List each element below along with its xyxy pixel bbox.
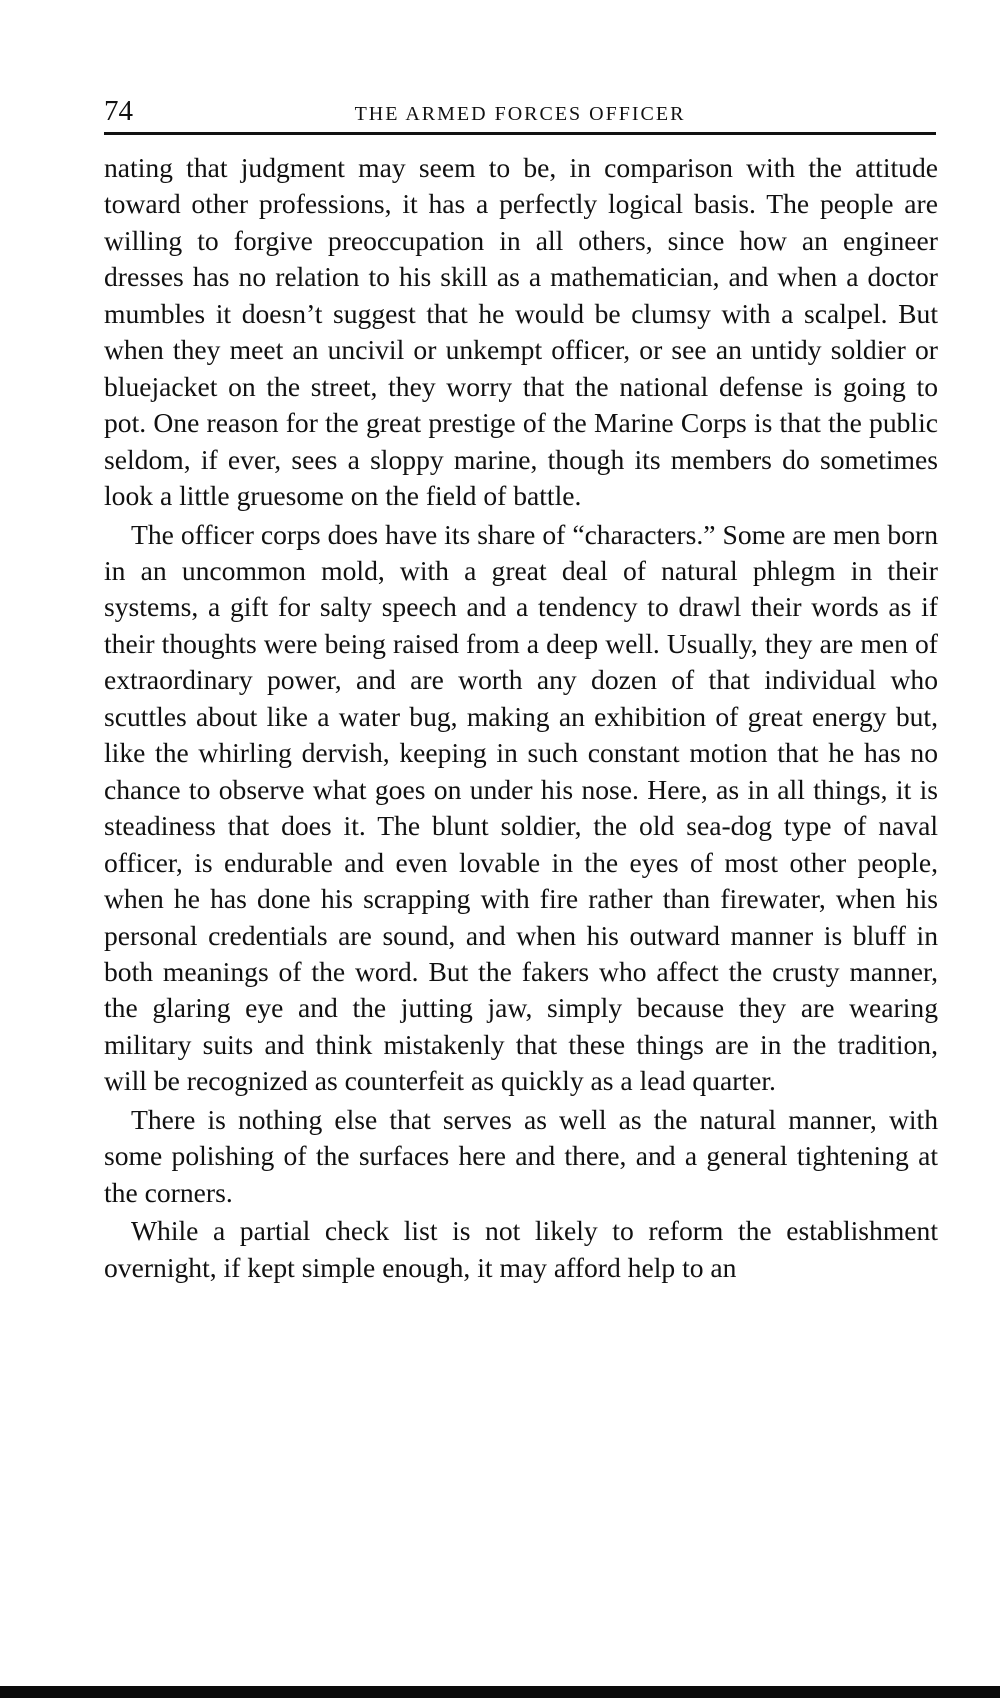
running-head (104, 92, 936, 135)
body-text (104, 150, 938, 1286)
paragraph-characters: The officer corps does have its share of “characters.” Some are men born in an uncommon mold, with a great deal of natural phlegm in their systems, a gift for salty speech and a tendency to drawl their words as if their thoughts were being raised from a deep well. Usually, they are men of extraordinary power, and are worth any dozen of that individual who scuttles about like a water bug, making an exhibition of great energy but, like the whirling dervish, keeping in such constant motion that he has no chance to observe what goes on under his nose. Here, as in all things, it is steadiness that does it. The blunt soldier, the old sea-dog type of naval officer, is endurable and even lovable in the eyes of most other people, when he has done his scrapping with fire rather than firewater, when his personal credentials are sound, and when his outward manner is bluff in both meanings of the word. But the fakers who affect the crusty manner, the glaring eye and the jutting jaw, simply because they are wearing military suits and think mistakenly that these things are in the tradition, will be recognized as counterfeit as quickly as a lead quarter. (104, 518, 938, 1097)
scan-bottom-edge (0, 1686, 1000, 1698)
paragraph-natural-manner: There is nothing else that serves as well as the natural manner, with some polishing of the surfaces here and there, and a general tightening at the corners. (104, 1103, 938, 1208)
page-number: 74 (104, 95, 133, 127)
running-title: THE ARMED FORCES OFFICER (354, 103, 686, 125)
paragraph-continuation: nating that judgment may seem to be, in comparison with the attitude toward other professions, it has a perfectly logical basis. The people are willing to forgive preoccupation in all others, since how an engineer dresses has no relation to his skill as a mathematician, and when a doctor mumbles it doesn’t suggest that he would be clumsy with a scalpel. But when they meet an uncivil or unkempt officer, or see an untidy soldier or bluejacket on the street, they worry that the national defense is going to pot. One reason for the great prestige of the Marine Corps is that the public seldom, if ever, sees a sloppy marine, though its members do sometimes look a little gruesome on the field of battle. (104, 152, 938, 512)
paragraph-check-list: While a partial check list is not likely to reform the establishment overnight, if kept simple enough, it may afford help to an (104, 1215, 938, 1283)
